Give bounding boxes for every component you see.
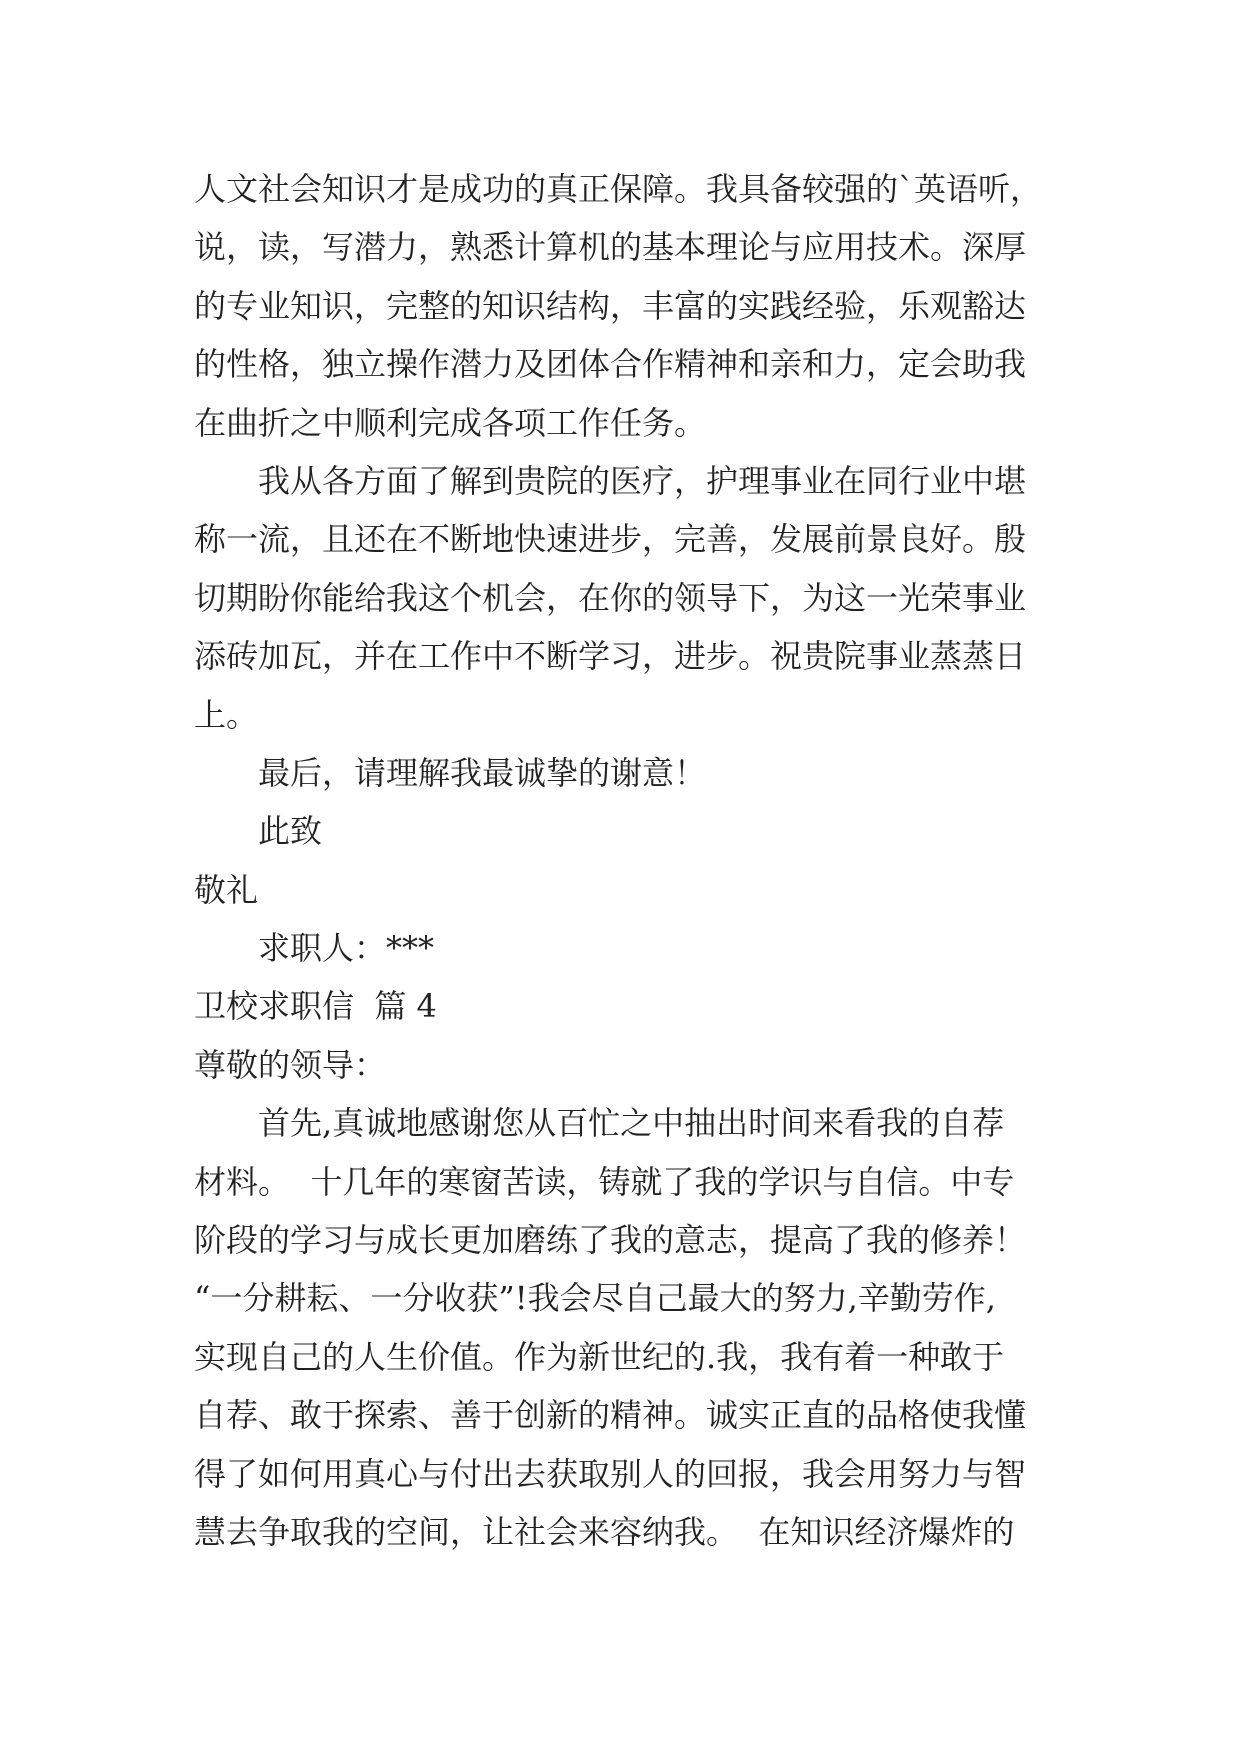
text-line: 首先,真诚地感谢您从百忙之中抽出时间来看我的自荐 xyxy=(258,1104,1005,1143)
paragraph-skills xyxy=(194,160,1064,452)
text-line: 敬礼 xyxy=(194,870,259,909)
text-line: 求职人：*** xyxy=(258,929,435,968)
text-line: 的性格，独立操作潜力及团体合作精神和亲和力，定会助我 xyxy=(194,345,1027,384)
text-line: 的专业知识，完整的知识结构，丰富的实践经验，乐观豁达 xyxy=(194,286,1027,325)
paragraph-hospital xyxy=(194,452,1064,744)
text-line: 阶段的学习与成长更加磨练了我的意志，提高了我的修养！ xyxy=(194,1221,1027,1260)
text-line: 此致 xyxy=(258,812,323,851)
section-heading xyxy=(194,977,1064,1035)
text-line: 切期盼你能给我这个机会，在你的领导下，为这一光荣事业 xyxy=(194,578,1027,617)
text-line: 人文社会知识才是成功的真正保障。我具备较强的`英语听， xyxy=(194,170,1043,208)
paragraph-thanks xyxy=(194,744,1064,802)
text-line: 上。 xyxy=(194,695,259,734)
text-line: 慧去争取我的空间，让社会来容纳我。 在知识经济爆炸的 xyxy=(194,1512,1015,1551)
text-line: 自荐、敢于探索、善于创新的精神。诚实正直的品格使我懂 xyxy=(194,1396,1027,1435)
text-line: 得了如何用真心与付出去获取别人的回报，我会用努力与智 xyxy=(194,1454,1027,1493)
paragraph-intro xyxy=(194,1094,1064,1561)
text-line: 材料。 十几年的寒窗苦读，铸就了我的学识与自信。中专 xyxy=(194,1162,1015,1201)
text-line: 我从各方面了解到贵院的医疗，护理事业在同行业中堪 xyxy=(258,461,1027,500)
text-line: 最后，请理解我最诚挚的谢意！ xyxy=(258,753,707,792)
letter-body xyxy=(194,160,1064,1561)
signature xyxy=(194,919,1064,977)
text-line: 实现自己的人生价值。作为新世纪的.我，我有着一种敢于 xyxy=(194,1337,1005,1376)
text-line: 尊敬的领导： xyxy=(194,1045,387,1084)
text-line: 说，读，写潜力，熟悉计算机的基本理论与应用技术。深厚 xyxy=(194,228,1027,267)
text-line: 在曲折之中顺利完成各项工作任务。 xyxy=(194,403,707,442)
text-line: “一分耕耘、一分收获”!我会尽自己最大的努力,辛勤劳作, xyxy=(194,1279,996,1318)
closing-regards xyxy=(194,861,1064,919)
text-line: 添砖加瓦，并在工作中不断学习，进步。祝贵院事业蒸蒸日 xyxy=(194,637,1027,676)
text-line: 称一流，且还在不断地快速进步，完善，发展前景良好。殷 xyxy=(194,520,1027,559)
greeting xyxy=(194,1036,1064,1094)
text-line: 卫校求职信 篇 4 xyxy=(194,987,437,1026)
closing-salutation xyxy=(194,802,1064,860)
